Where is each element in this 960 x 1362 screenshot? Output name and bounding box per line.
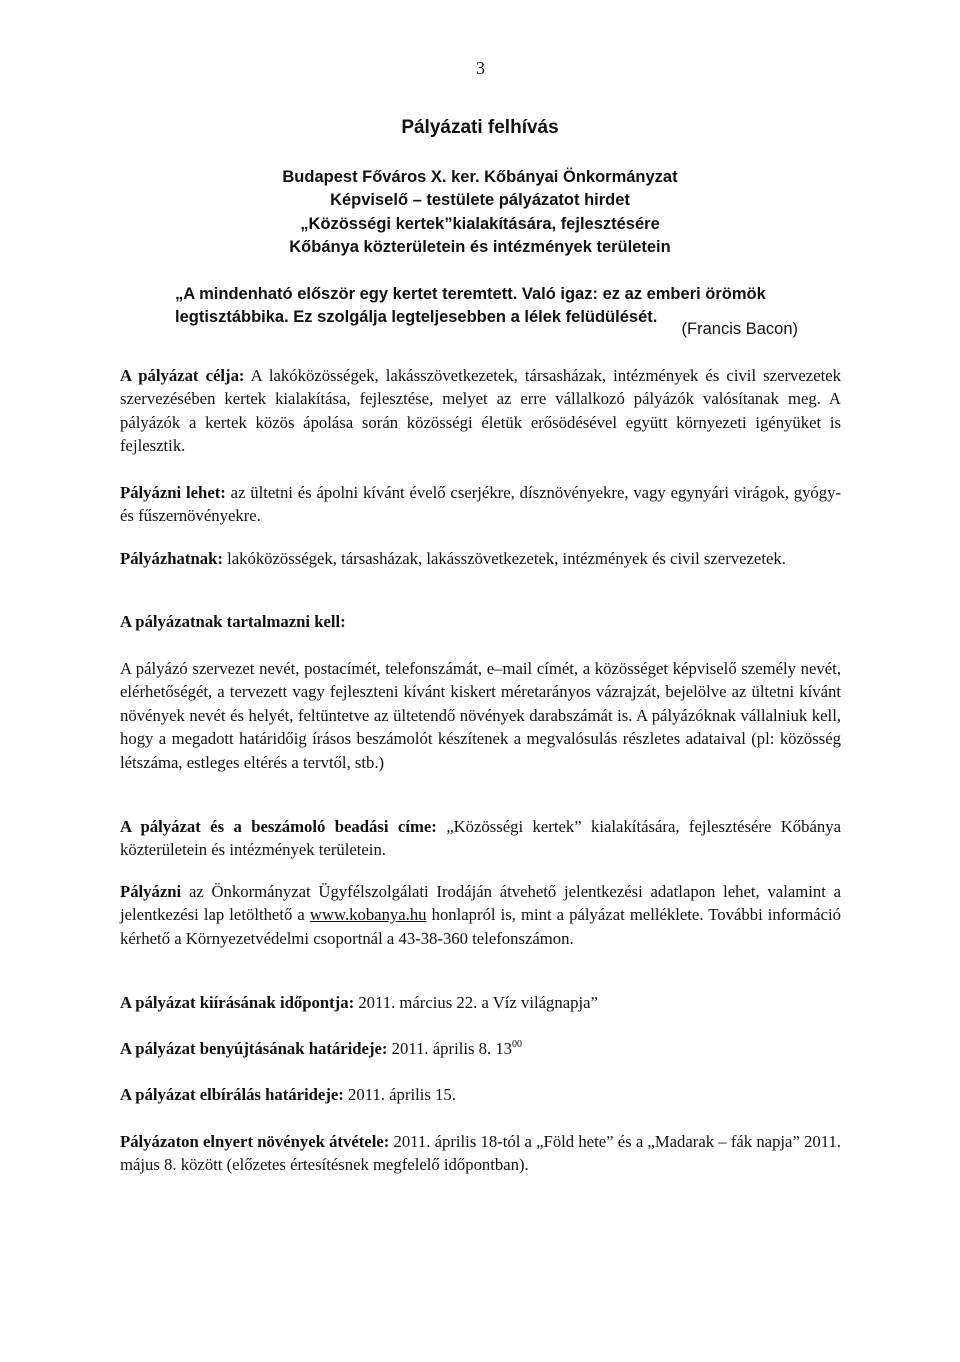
section-heading-tartalmazni: [120, 610, 841, 633]
section-palyazhatnak: [120, 547, 841, 570]
section-palyazni: [120, 880, 841, 950]
header-line: „Közösségi kertek”kialakítására, fejlesztésére: [300, 214, 660, 233]
section-label: A pályázat elbírálás határideje:: [120, 1085, 344, 1104]
quote-line: „A mindenható először egy kertet teremtett. Való igaz: ez az emberi örömök: [175, 285, 766, 303]
header-line: Kőbánya közterületein és intézmények területein: [289, 237, 671, 256]
section-text: 2011. április 15.: [348, 1085, 456, 1104]
header-line: Budapest Főváros X. ker. Kőbányai Önkormányzat: [282, 168, 678, 186]
section-label: Pályázaton elnyert növények átvétele:: [120, 1132, 390, 1151]
page-number: 3: [476, 58, 485, 78]
section-label: A pályázat célja:: [120, 366, 245, 385]
section-label: Pályázni lehet:: [120, 483, 226, 502]
section-heading: A pályázatnak tartalmazni kell:: [120, 612, 346, 631]
superscript-minutes: 00: [512, 1039, 523, 1050]
section-text: A pályázó szervezet nevét, postacímét, telefonszámát, e–mail címét, a közösséget képviselő személy nevét, elérhetőségét, a tervezett vagy fejleszteni kívánt kiskert méretarányos vázrajzát, bejelölve az ültetni kívánt növények nevét és helyét, feltüntetve az ültetendő növények darabszámát is. A pályázóknak vállalniuk kell, hogy a megadott határidőig írásos beszámolót készítenek a megvalósulás részletes adataival (pl: közösség létszáma, estleges eltérés a tervtől, stb.): [120, 659, 841, 772]
page-title: Pályázati felhívás: [401, 117, 559, 138]
header-line: Képviselő – testülete pályázatot hirdet: [330, 191, 630, 210]
section-text: A lakóközösségek, lakásszövetkezetek, társasházak, intézmények és civil szervezetek szervezésében kertek kialakítása, fejlesztése, melyet az erre vállalkozó pályázók valósítanak meg. A pályázók a kertek közös ápolása során közösségi életük erősödésével együtt környezeti igényüket is fejlesztik.: [120, 366, 841, 456]
section-text: az ültetni és ápolni kívánt évelő cserjékre, dísznövényekre, vagy egynyári virágok, gyógy- és fűszernövényekre.: [120, 483, 842, 526]
website-link[interactable]: www.kobanya.hu: [309, 905, 427, 925]
section-text: 2011. április 8. 13: [391, 1039, 513, 1058]
announcement-header: [0, 166, 960, 259]
section-atvetel: [120, 1130, 841, 1177]
section-celja: [120, 364, 841, 458]
quote-author: (Francis Bacon): [681, 320, 798, 338]
section-elbiralas: [120, 1083, 841, 1106]
section-benyujtas: [120, 1037, 841, 1060]
section-text: „Közösségi kertek” kialakítására, fejlesztésére Kőbánya közterületein és intézmények területein.: [120, 817, 841, 860]
section-text: az Önkormányzat Ügyfélszolgálati Irodáján átvehető jelentkezési adatlapon lehet, valamint a jelentkezési lap letölthető a: [120, 882, 841, 925]
section-label: A pályázat kiírásának időpontja:: [120, 993, 355, 1012]
section-text: lakóközösségek, társasházak, lakásszövetkezetek, intézmények és civil szervezetek.: [227, 549, 786, 568]
section-text: 2011. március 22. a Víz világnapja”: [358, 993, 598, 1012]
section-label: Pályázni: [120, 882, 182, 901]
quote-line: legtisztábbika. Ez szolgálja legteljesebben a lélek felüdülését.: [175, 308, 658, 326]
section-label: A pályázat és a beszámoló beadási címe:: [120, 817, 437, 836]
section-tartalmazni: [120, 657, 841, 774]
section-text: 2011. április 18-tól a „Föld hete” és a „Madarak – fák napja” 2011. május 8. között (előzetes értesítésnek megfelelő időpontban).: [120, 1132, 841, 1175]
section-lehet: [120, 481, 841, 528]
section-label: Pályázhatnak:: [120, 549, 223, 568]
section-text: honlapról is, mint a pályázat melléklete. További információ kérhető a Környezetvédelmi csoportnál a 43-38-360 telefonszámon.: [120, 905, 841, 948]
section-kiiras: [120, 991, 841, 1014]
section-label: A pályázat benyújtásának határideje:: [120, 1039, 388, 1058]
section-cime: [120, 815, 841, 862]
